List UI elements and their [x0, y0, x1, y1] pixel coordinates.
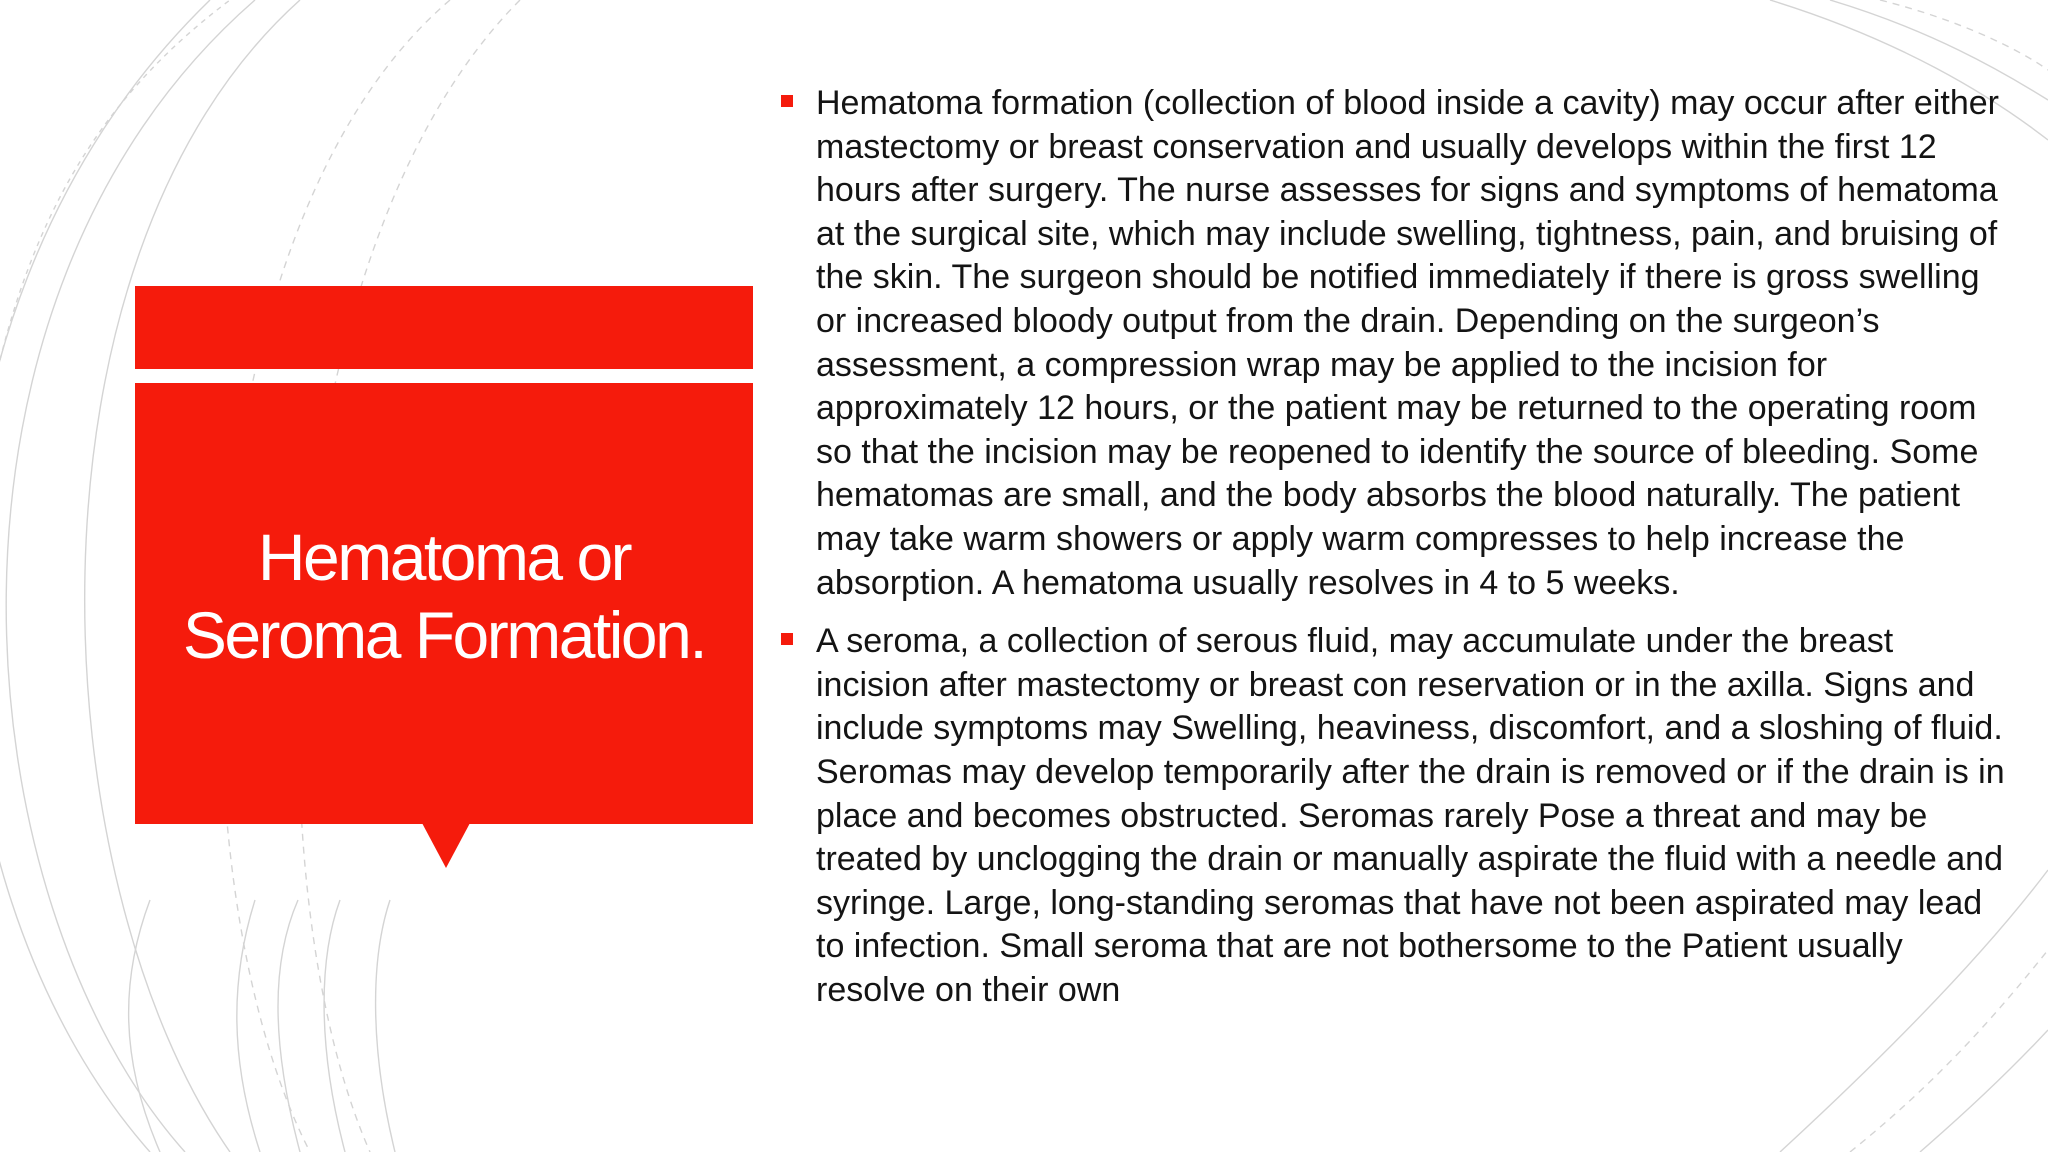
- callout-pointer: [422, 823, 470, 868]
- title-accent-strip: [135, 286, 753, 369]
- bullet-item-seroma: [778, 620, 2006, 1012]
- bullet-item-hematoma: [778, 82, 2006, 605]
- title-callout-box: [135, 383, 753, 824]
- bullet-text: Hematoma formation (collection of blood inside a cavity) may occur after either mastectomy or breast conservation and usually develops within the first 12 hours after surgery. The nurse assesses for signs and symptoms of hematoma at the surgical site, which may include swelling, tightness, pain, and bruising of the skin. The surgeon should be notified immediately if there is gross swelling or increased bloody output from the drain. Depending on the surgeon’s assessment, a compression wrap may be applied to the incision for approximately 12 hours, or the patient may be returned to the operating room so that the incision may be reopened to identify the source of bleeding. Some hematomas are small, and the body absorbs the blood naturally. The patient may take warm showers or apply warm compresses to help increase the absorption. A hematoma usually resolves in 4 to 5 weeks.: [816, 84, 1999, 602]
- slide-title: Hematoma or Seroma Formation.: [182, 519, 706, 672]
- bullet-text: A seroma, a collection of serous fluid, may accumulate under the breast incision after mastectomy or breast con reservation or in the axilla. Signs and include symptoms may Swelling, heaviness, discomfort, and a sloshing of fluid. Seromas may develop temporarily after the drain is removed or if the drain is in place and becomes obstructed. Seromas rarely Pose a threat and may be treated by unclogging the drain or manually aspirate the fluid with a needle and syringe. Large, long-standing seromas that have not been aspirated may lead to infection. Small seroma that are not bothersome to the Patient usually resolve on their own: [816, 622, 2005, 1009]
- square-bullet-icon: [781, 633, 793, 645]
- square-bullet-icon: [781, 95, 793, 107]
- bullet-list: [778, 82, 2006, 1027]
